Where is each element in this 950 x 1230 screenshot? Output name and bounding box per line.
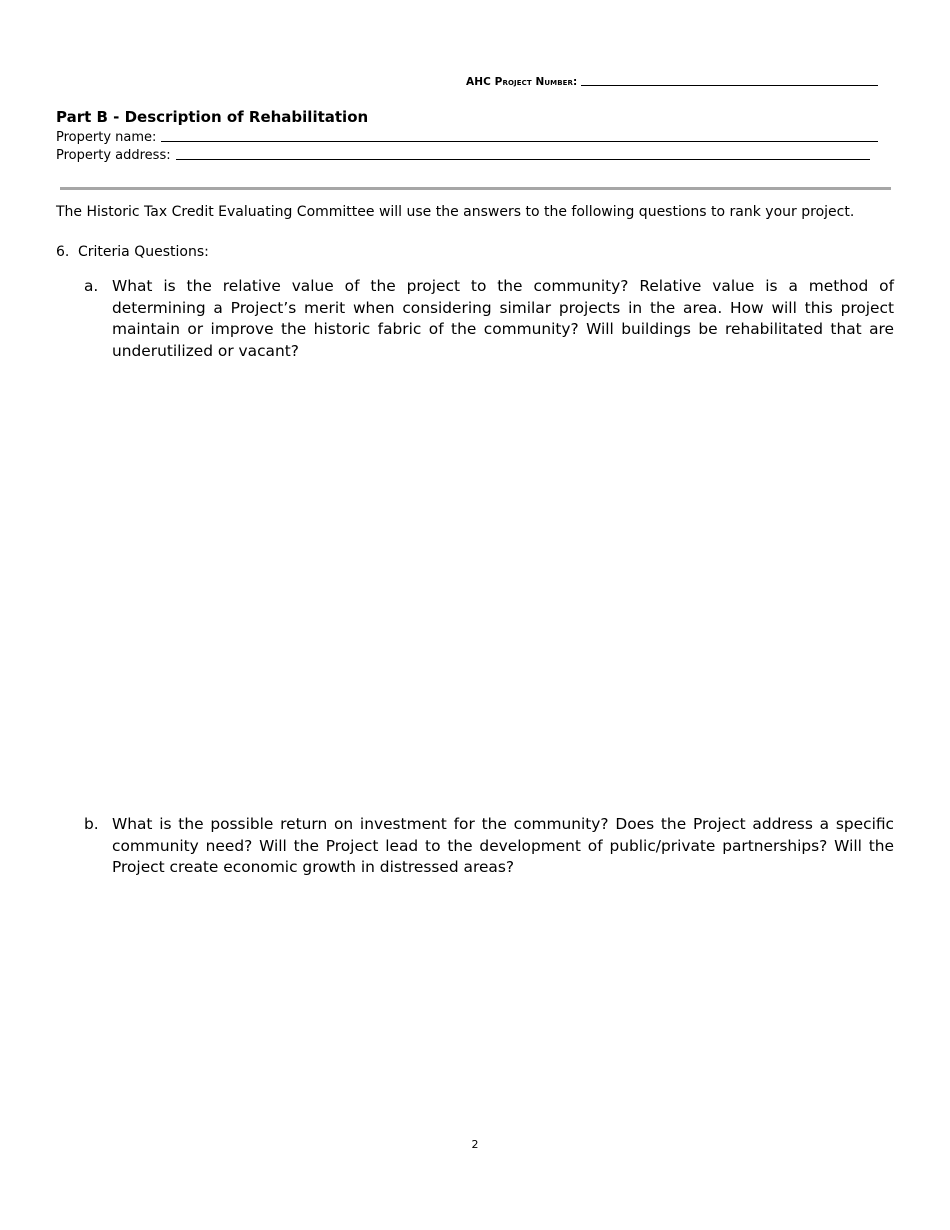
question-a [84,276,894,362]
question-a-text: What is the relative value of the project to the community? Relative value is a method of determining a Project’s merit when considering similar projects in the area. How will this project maintain or improve the historic fabric of the community? Will buildings be rehabilitated that are underutilized or vacant? [112,277,894,360]
part-title: Part B - Description of Rehabilitation [56,108,369,126]
property-name-field [56,129,878,145]
property-address-label: Property address: [56,148,171,163]
property-address-input-line[interactable] [176,159,870,160]
question-a-letter: a. [84,277,99,295]
property-address-field [56,147,870,163]
criteria-heading [56,244,209,260]
page-number: 2 [471,1138,479,1151]
property-name-label: Property name: [56,130,157,145]
intro-text: The Historic Tax Credit Evaluating Committee will use the answers to the following questions to rank your project. [56,204,855,220]
property-name-input-line[interactable] [161,141,878,142]
project-number-input-line[interactable] [581,85,878,86]
project-number-label: AHC Project Number: [466,76,578,88]
question-b-text: What is the possible return on investment for the community? Does the Project address a specific community need? Will the Project lead to the development of public/private partnerships? Will the Project create economic growth in distressed areas? [112,815,894,877]
criteria-title: Criteria Questions: [78,244,209,260]
criteria-number: 6. [56,244,70,260]
question-b [84,814,894,879]
project-number-field [466,74,878,88]
section-divider [60,187,891,190]
question-b-letter: b. [84,815,99,833]
